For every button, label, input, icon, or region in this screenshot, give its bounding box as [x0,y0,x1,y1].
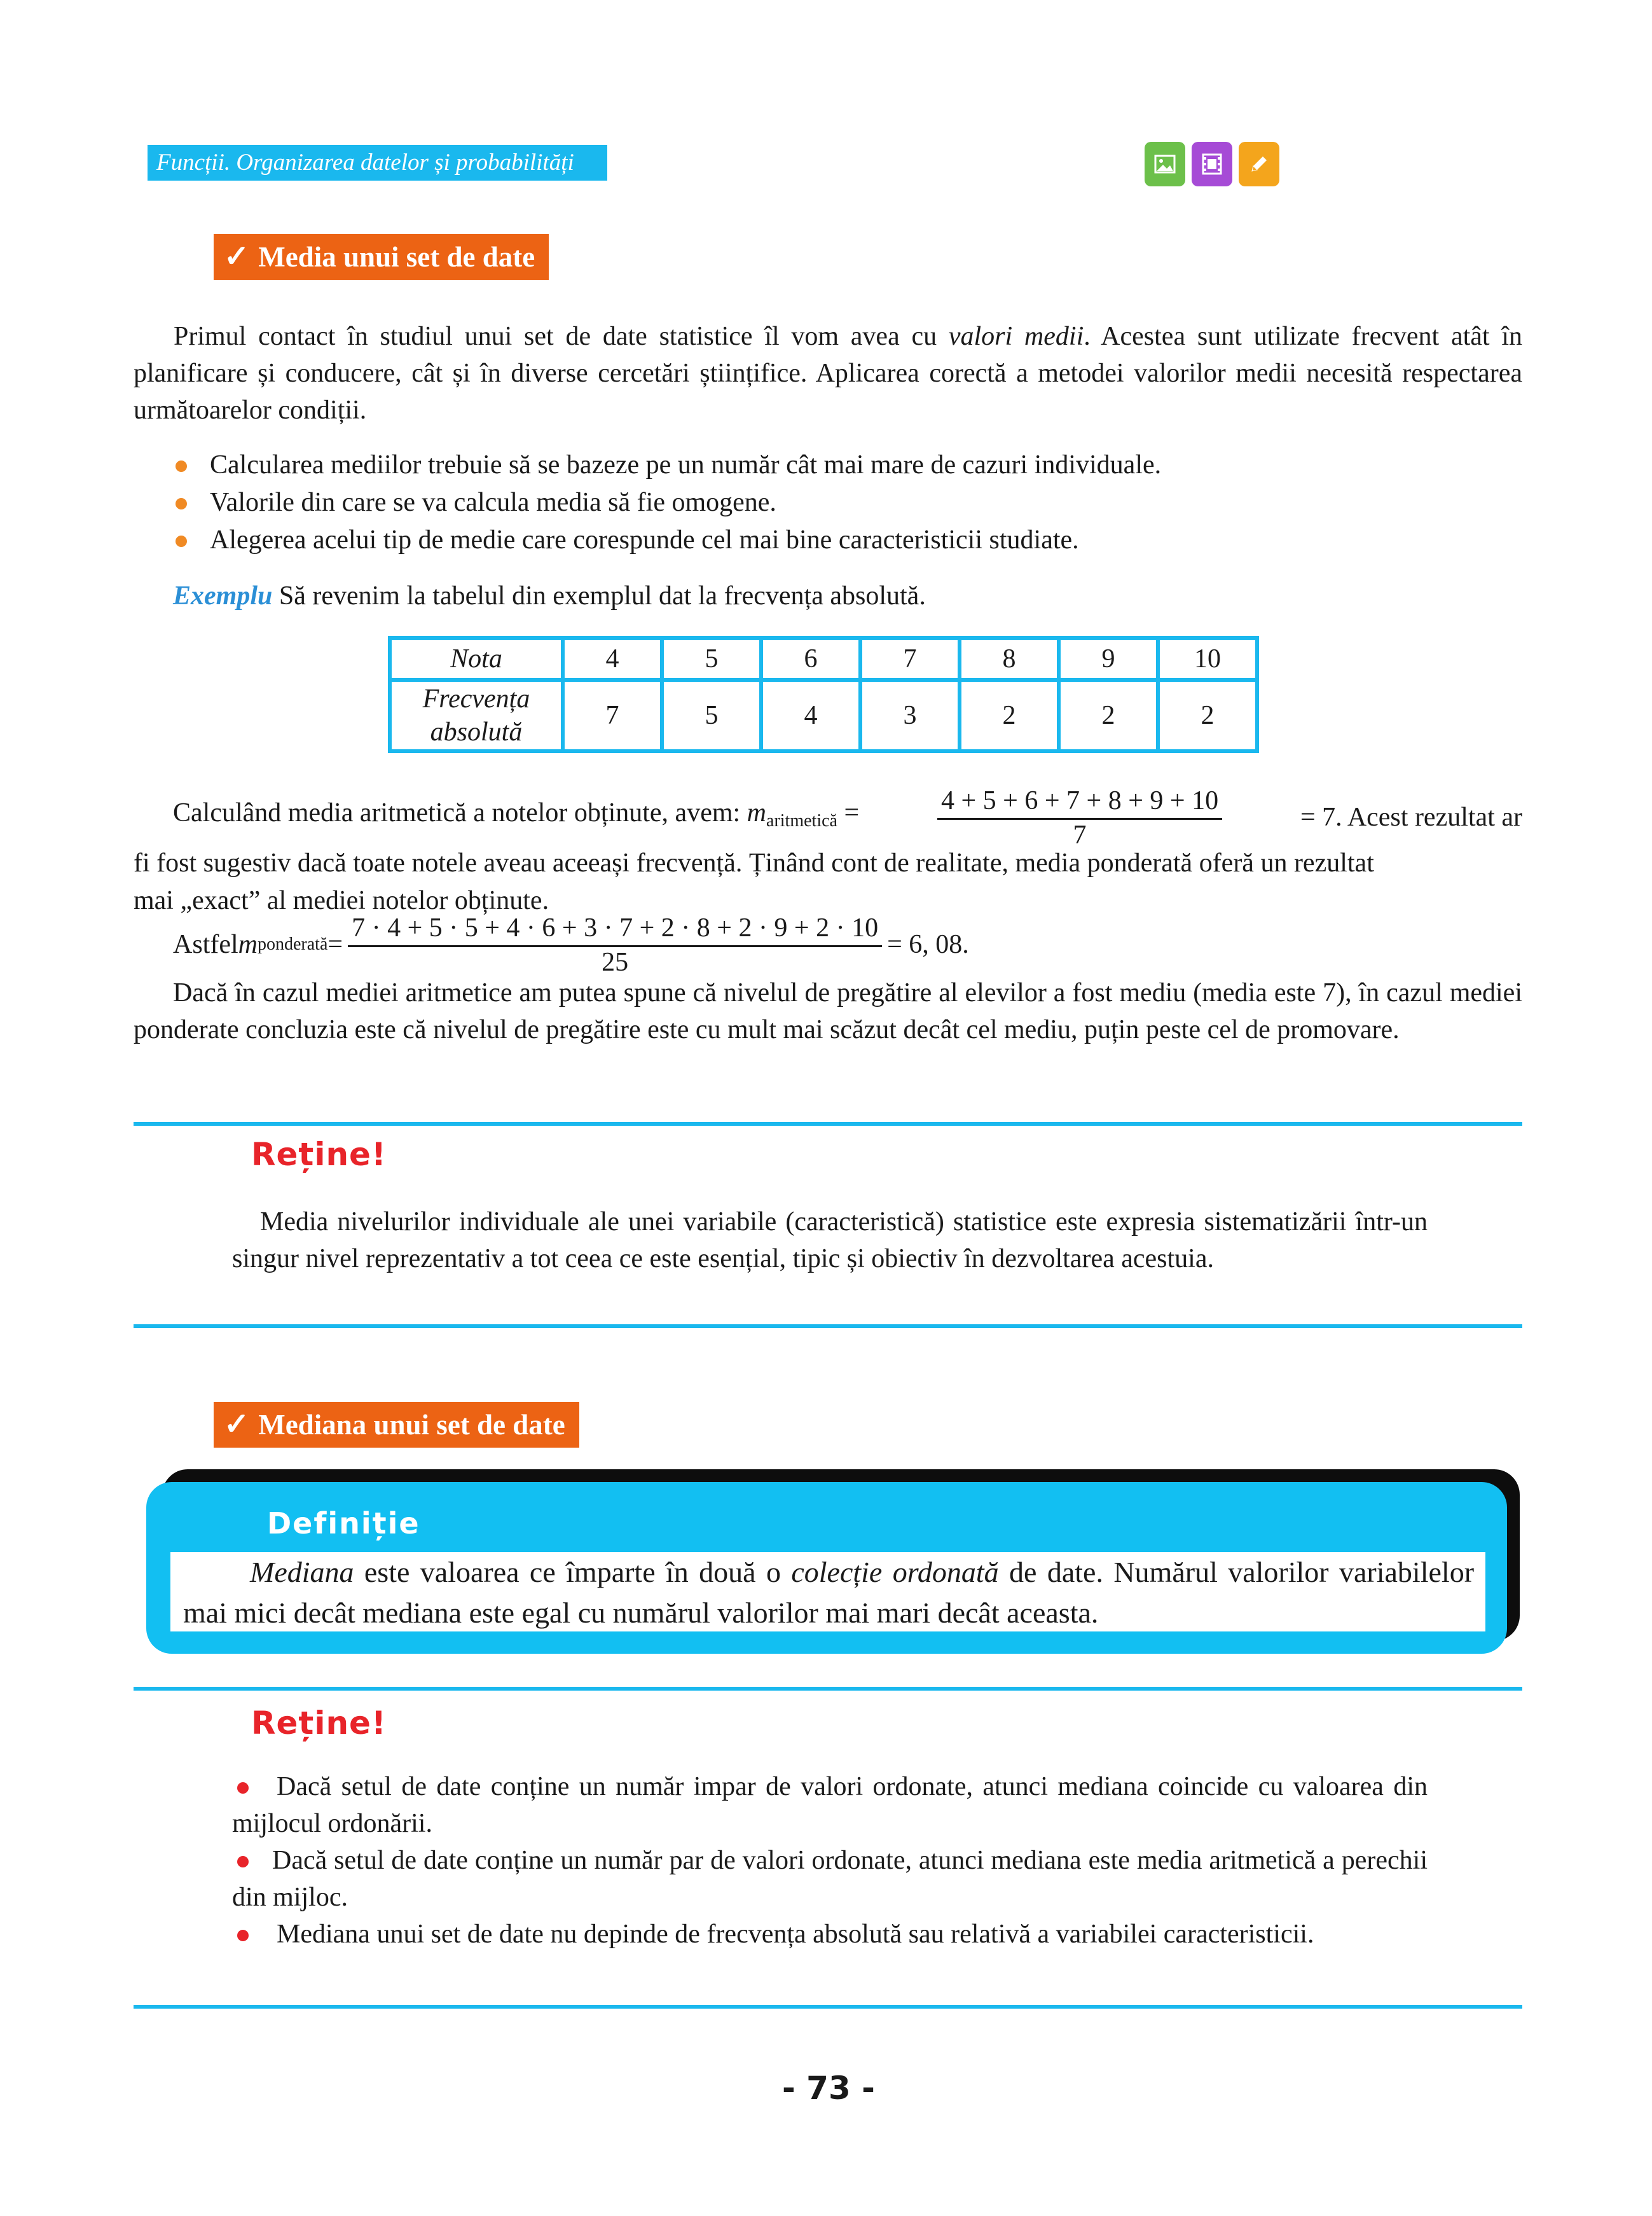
retine-list [232,1768,1428,1953]
checkmark-icon: ✓ [224,240,250,274]
arithmetic-mean-line [173,784,1522,850]
section-title: Media unui set de date [258,241,535,273]
header-line: Frecvența [422,684,530,714]
chapter-header: Funcții. Organizarea datelor și probabilități [148,145,607,181]
definition-text-part: este valoarea ce împarte în două o [354,1556,792,1588]
page-number: - 73 - [782,2070,875,2107]
fraction-numerator: 4 + 5 + 6 + 7 + 8 + 9 + 10 [937,784,1222,820]
table-cell: 2 [1059,680,1158,751]
equals-sign: = [837,798,860,828]
table-cell: 7 [860,638,960,680]
section-media-heading [214,234,549,280]
table-header-frecventa [390,680,563,751]
table-cell: 7 [563,680,662,751]
intro-paragraph [134,318,1522,429]
frequency-table [388,636,1259,753]
header-line: absolută [430,717,523,747]
definition-text-part: de date. Numărul valorilor variabilelor mai mici decât mediana este egal cu numărul valorilor mai mari decât aceasta. [183,1556,1475,1629]
divider [134,2005,1522,2009]
fraction-denominator: 25 [602,948,629,977]
calc-text [173,794,859,840]
list-item [232,1916,1428,1953]
pencil-icon[interactable] [1239,142,1279,186]
bullet-icon [237,1782,249,1794]
section-title: Mediana unui set de date [258,1409,565,1441]
list-item: Calcularea mediilor trebuie să se bazeze pe un număr cât mai mare de cazuri individuale. [172,447,1522,484]
table-cell: 4 [563,638,662,680]
intro-text-end: . Acestea sunt utilizate frecvent atât în planificare și conducere, cât și în diverse cercetări științifice. Aplicarea corectă a metodei valorilor medii necesită respectarea următoarelor condiții. [134,322,1522,425]
calc-line-2: fi fost sugestiv dacă toate notele aveau aceeași frecvență. Ținând cont de realitate, media ponderată oferă un rezultat [134,848,1374,878]
list-item: Valorile din care se va calcula media să fie omogene. [172,484,1522,522]
retine-text: Media nivelurilor individuale ale unei variabile (caracteristică) statistice este expresia sistematizării într-un singur nivel reprezentativ a tot ceea ce este esențial, tipic și obiectiv în dezvoltarea acestuia. [232,1207,1428,1273]
example-line [173,578,926,614]
astfel-text: Astfel [173,929,238,959]
weighted-fraction [348,911,882,978]
list-item-text: Dacă setul de date conține un număr par de valori ordonate, atunci mediana este media aritmetică a perechii din mijloc. [232,1846,1428,1912]
fraction-denominator: 7 [1073,821,1087,850]
retine-title: Reține! [251,1136,387,1173]
definition-term: Mediana [250,1556,354,1588]
divider [134,1122,1522,1126]
list-item [232,1842,1428,1916]
table-cell: 3 [860,680,960,751]
table-cell: 5 [662,680,761,751]
divider [134,1687,1522,1691]
table-cell: 4 [761,680,860,751]
list-item-text: Mediana unui set de date nu depinde de frecvența absolută sau relativă a variabilei caracteristicii. [277,1920,1314,1949]
definition-text [183,1552,1474,1633]
calc-intro: Calculând media aritmetică a notelor obținute, avem: [173,798,747,828]
video-icon[interactable] [1192,142,1232,186]
equals-sign: = [327,929,343,959]
table-header-nota: Nota [390,638,563,680]
checkmark-icon: ✓ [224,1408,250,1441]
conclusion-paragraph: Dacă în cazul mediei aritmetice am putea spune că nivelul de pregătire al elevilor a fost mediu (media este 7), în cazul mediei ponderate concluzia este că nivelul de pregătire este cu mult mai scăzut decât cel mediu, puțin peste cel de promovare. [134,978,1522,1044]
table-cell: 8 [960,638,1059,680]
example-text: Să revenim la tabelul din exemplul dat la frecvența absolută. [272,581,926,611]
pond-subscript: ponderată [258,934,328,954]
conditions-list [172,447,1522,559]
intro-emphasis: valori medii [948,322,1084,351]
media-icons [1145,142,1279,186]
m-symbol: m [747,798,767,828]
section-mediana-heading [214,1402,579,1448]
definition-emphasis: colecție ordonată [791,1556,999,1588]
list-item-text: Dacă setul de date conține un număr impar de valori ordonate, atunci mediana coincide cu valoarea din mijlocul ordonării. [232,1772,1428,1838]
divider [134,1324,1522,1328]
calc-line-3: mai „exact” al mediei notelor obținute. [134,886,549,915]
table-cell: 2 [1158,680,1257,751]
pond-result: = 6, 08. [887,929,969,959]
table-cell: 5 [662,638,761,680]
arith-subscript: aritmetică [766,811,837,831]
table-cell: 10 [1158,638,1257,680]
m-symbol: m [238,929,258,959]
fraction-numerator: 7 · 4 + 5 · 5 + 4 · 6 + 3 · 7 + 2 · 8 + 2 · 9 + 2 · 10 [348,911,882,947]
list-item: Alegerea acelui tip de medie care corespunde cel mai bine caracteristicii studiate. [172,522,1522,559]
arithmetic-fraction [937,784,1222,850]
bullet-icon [237,1856,249,1867]
image-icon[interactable] [1145,142,1185,186]
table-row [390,638,1257,680]
intro-text: Primul contact în studiul unui set de date statistice îl vom avea cu [174,322,949,351]
table-cell: 6 [761,638,860,680]
bullet-icon [237,1930,249,1941]
example-label: Exemplu [173,581,273,611]
table-cell: 9 [1059,638,1158,680]
arith-result: = 7. Acest rezultat ar [1300,802,1522,832]
table-row [390,680,1257,751]
list-item [232,1768,1428,1842]
table-cell: 2 [960,680,1059,751]
definition-title: Definiție [267,1506,420,1541]
retine-title: Reține! [251,1705,387,1742]
weighted-mean-line [173,911,969,978]
